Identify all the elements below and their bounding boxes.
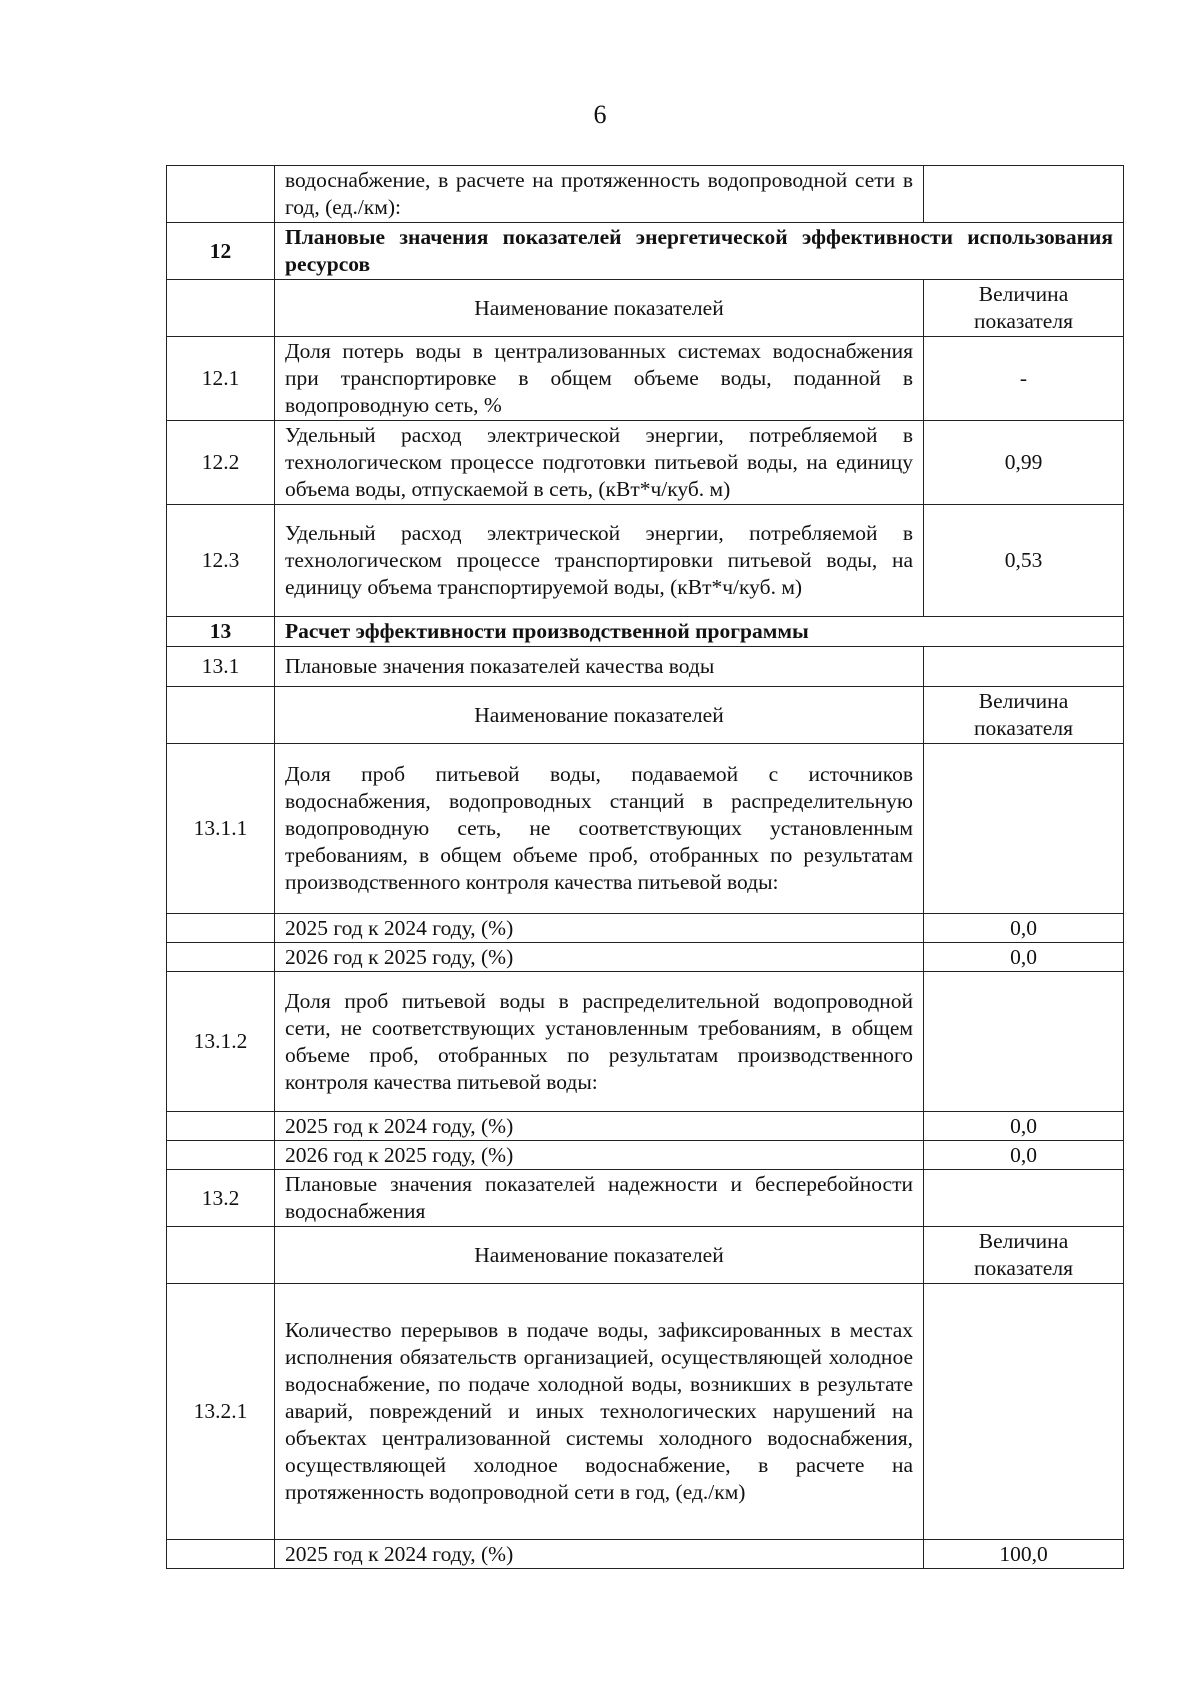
row-value-cell: [924, 166, 1124, 223]
column-header-value: Величина показателя: [924, 687, 1124, 744]
row-text: Удельный расход электрической энергии, потребляемой в технологическом процессе транспортировки питьевой воды, на единицу объема транспортируемой воды, (кВт*ч/куб. м): [275, 505, 924, 617]
row-value: -: [924, 337, 1124, 421]
section-number: 13: [167, 617, 275, 647]
row-text: Удельный расход электрической энергии, потребляемой в технологическом процессе подготовки питьевой воды, на единицу объема воды, отпускаемой в сеть, (кВт*ч/куб. м): [275, 421, 924, 505]
row-text: Плановые значения показателей надежности и бесперебойности водоснабжения: [275, 1170, 924, 1227]
table-row: [167, 972, 1124, 1112]
section-row: [167, 223, 1124, 280]
row-value-cell: [924, 1170, 1124, 1227]
sub-row: [167, 1540, 1124, 1569]
row-number: 12.1: [167, 337, 275, 421]
row-value: 0,0: [924, 1141, 1124, 1170]
row-text: Плановые значения показателей качества воды: [275, 647, 924, 687]
row-text: Доля проб питьевой воды, подаваемой с источников водоснабжения, водопроводных станций в распределительную водопроводную сеть, не соответствующих установленным требованиям, в общем объеме проб, отобранных по результатам производственного контроля качества питьевой воды:: [275, 744, 924, 914]
row-text: Доля потерь воды в централизованных системах водоснабжения при транспортировке в общем объеме воды, поданной в водопроводную сеть, %: [275, 337, 924, 421]
table-row: [167, 505, 1124, 617]
row-text: Количество перерывов в подаче воды, зафиксированных в местах исполнения обязательств организацией, осуществляющей холодное водоснабжение, по подаче холодной воды, возникших в результате аварий, повреждений и иных технологических нарушений на объектах централизованной системы холодного водоснабжения, осуществляющей холодное водоснабжение, в расчете на протяженность водопроводной сети в год, (ед./км): [275, 1284, 924, 1540]
indicators-table: [166, 165, 1124, 1569]
column-header-name: Наименование показателей: [275, 1227, 924, 1284]
row-number-cell: [167, 1112, 275, 1141]
header-row: [167, 687, 1124, 744]
row-number-cell: [167, 166, 275, 223]
table-row: [167, 166, 1124, 223]
column-header-value: Величина показателя: [924, 1227, 1124, 1284]
row-value: 0,53: [924, 505, 1124, 617]
column-header-value: Величина показателя: [924, 280, 1124, 337]
row-number-cell: [167, 687, 275, 744]
row-number: 13.2.1: [167, 1284, 275, 1540]
row-text: 2025 год к 2024 году, (%): [275, 1540, 924, 1569]
row-number: 13.1.1: [167, 744, 275, 914]
column-header-name: Наименование показателей: [275, 687, 924, 744]
section-row: [167, 617, 1124, 647]
header-row: [167, 280, 1124, 337]
table-row: [167, 421, 1124, 505]
row-number-cell: [167, 1141, 275, 1170]
table-row: [167, 337, 1124, 421]
table-row: [167, 1170, 1124, 1227]
row-number-cell: [167, 280, 275, 337]
row-text: 2025 год к 2024 году, (%): [275, 1112, 924, 1141]
row-value: 0,0: [924, 943, 1124, 972]
row-number: 12.3: [167, 505, 275, 617]
row-text: Доля проб питьевой воды в распределительной водопроводной сети, не соответствующих установленным требованиям, в общем объеме проб, отобранных по результатам производственного контроля качества питьевой воды:: [275, 972, 924, 1112]
row-number-cell: [167, 943, 275, 972]
table-row: [167, 744, 1124, 914]
row-number: 13.1.2: [167, 972, 275, 1112]
section-number: 12: [167, 223, 275, 280]
row-number: 13.2: [167, 1170, 275, 1227]
section-title: Расчет эффективности производственной программы: [275, 617, 1124, 647]
row-number: 13.1: [167, 647, 275, 687]
sub-row: [167, 914, 1124, 943]
row-number: 12.2: [167, 421, 275, 505]
row-value: 0,0: [924, 914, 1124, 943]
row-value: 0,0: [924, 1112, 1124, 1141]
table-row: [167, 647, 1124, 687]
row-number-cell: [167, 1540, 275, 1569]
column-header-name: Наименование показателей: [275, 280, 924, 337]
sub-row: [167, 943, 1124, 972]
table-row: [167, 1284, 1124, 1540]
row-value-cell: [924, 744, 1124, 914]
row-text: 2026 год к 2025 году, (%): [275, 943, 924, 972]
row-value: 0,99: [924, 421, 1124, 505]
row-number-cell: [167, 914, 275, 943]
sub-row: [167, 1112, 1124, 1141]
row-text-cell: водоснабжение, в расчете на протяженность водопроводной сети в год, (ед./км):: [275, 166, 924, 223]
section-title: Плановые значения показателей энергетической эффективности использования ресурсов: [275, 223, 1124, 280]
row-text: 2026 год к 2025 году, (%): [275, 1141, 924, 1170]
row-value-cell: [924, 1284, 1124, 1540]
row-value: 100,0: [924, 1540, 1124, 1569]
row-value-cell: [924, 647, 1124, 687]
row-number-cell: [167, 1227, 275, 1284]
page-number: 6: [593, 100, 607, 129]
row-text: 2025 год к 2024 году, (%): [275, 914, 924, 943]
header-row: [167, 1227, 1124, 1284]
sub-row: [167, 1141, 1124, 1170]
row-value-cell: [924, 972, 1124, 1112]
